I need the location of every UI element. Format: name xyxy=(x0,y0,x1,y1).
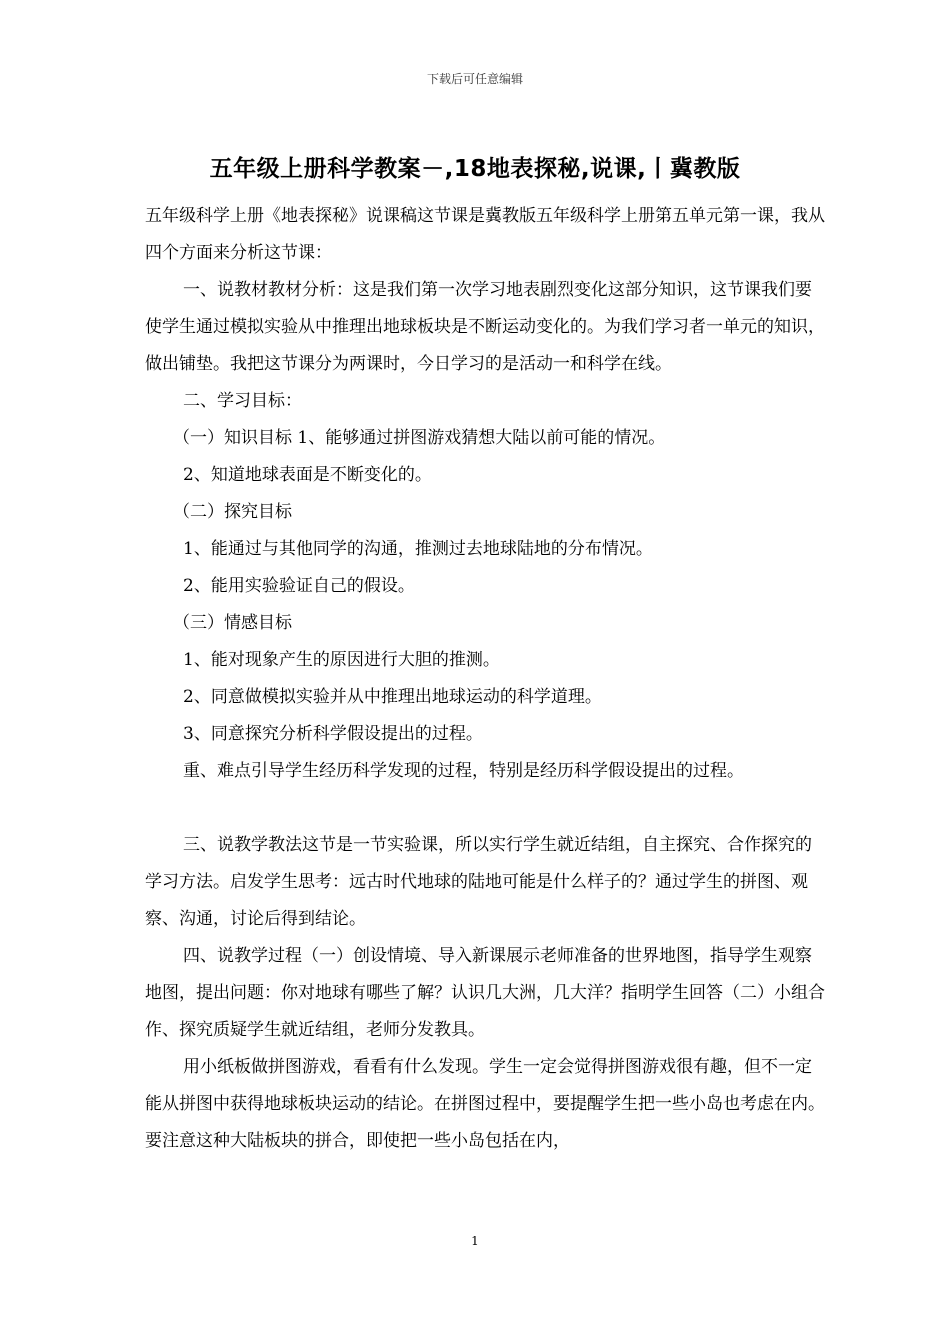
paragraph: 用小纸板做拼图游戏，看看有什么发现。学生一定会觉得拼图游戏很有趣，但不一定能从拼图中获得地球板块运动的结论。在拼图过程中，要提醒学生把一些小岛也考虑在内。要注意这种大陆板块的拼合，即使把一些小岛包括在内， xyxy=(145,1057,825,1151)
document-body xyxy=(145,198,825,1160)
paragraph: 一、说教材教材分析：这是我们第一次学习地表剧烈变化这部分知识，这节课我们要使学生通过模拟实验从中推理出地球板块是不断运动变化的。为我们学习者一单元的知识，做出铺垫。我把这节课分为两课时，今日学习的是活动一和科学在线。 xyxy=(145,280,825,374)
document-title: 五年级上册科学教案－,18地表探秘,说课,丨冀教版 xyxy=(209,156,741,182)
paragraph: 重、难点引导学生经历科学发现的过程，特别是经历科学假设提出的过程。 xyxy=(183,761,744,781)
header-note: 下载后可任意编辑 xyxy=(426,72,523,86)
paragraph: 2、知道地球表面是不断变化的。 xyxy=(183,465,432,485)
paragraph: 四、说教学过程（一）创设情境、导入新课展示老师准备的世界地图，指导学生观察地图，提出问题：你对地球有哪些了解？认识几大洲，几大洋？指明学生回答（二）小组合作、探究质疑学生就近结组，老师分发教具。 xyxy=(145,946,825,1040)
paragraph: 二、学习目标： xyxy=(183,391,302,411)
paragraph: 1、能对现象产生的原因进行大胆的推测。 xyxy=(183,650,500,670)
paragraph: 2、能用实验验证自己的假设。 xyxy=(183,576,415,596)
paragraph: 1、能通过与其他同学的沟通，推测过去地球陆地的分布情况。 xyxy=(183,539,653,559)
paragraph: 五年级科学上册《地表探秘》说课稿这节课是冀教版五年级科学上册第五单元第一课，我从四个方面来分析这节课： xyxy=(145,206,825,263)
spacer xyxy=(145,790,825,827)
paragraph: （二）探究目标 xyxy=(173,502,292,522)
paragraph: 3、同意探究分析科学假设提出的过程。 xyxy=(183,724,483,744)
paragraph: 三、说教学教法这节是一节实验课，所以实行学生就近结组，自主探究、合作探究的学习方法。启发学生思考：远古时代地球的陆地可能是什么样子的？通过学生的拼图、观察、沟通，讨论后得到结论。 xyxy=(145,835,812,929)
paragraph: （一）知识目标 1、能够通过拼图游戏猜想大陆以前可能的情况。 xyxy=(173,428,666,448)
page-number: 1 xyxy=(471,1234,479,1248)
paragraph: （三）情感目标 xyxy=(173,613,292,633)
paragraph: 2、同意做模拟实验并从中推理出地球运动的科学道理。 xyxy=(183,687,602,707)
